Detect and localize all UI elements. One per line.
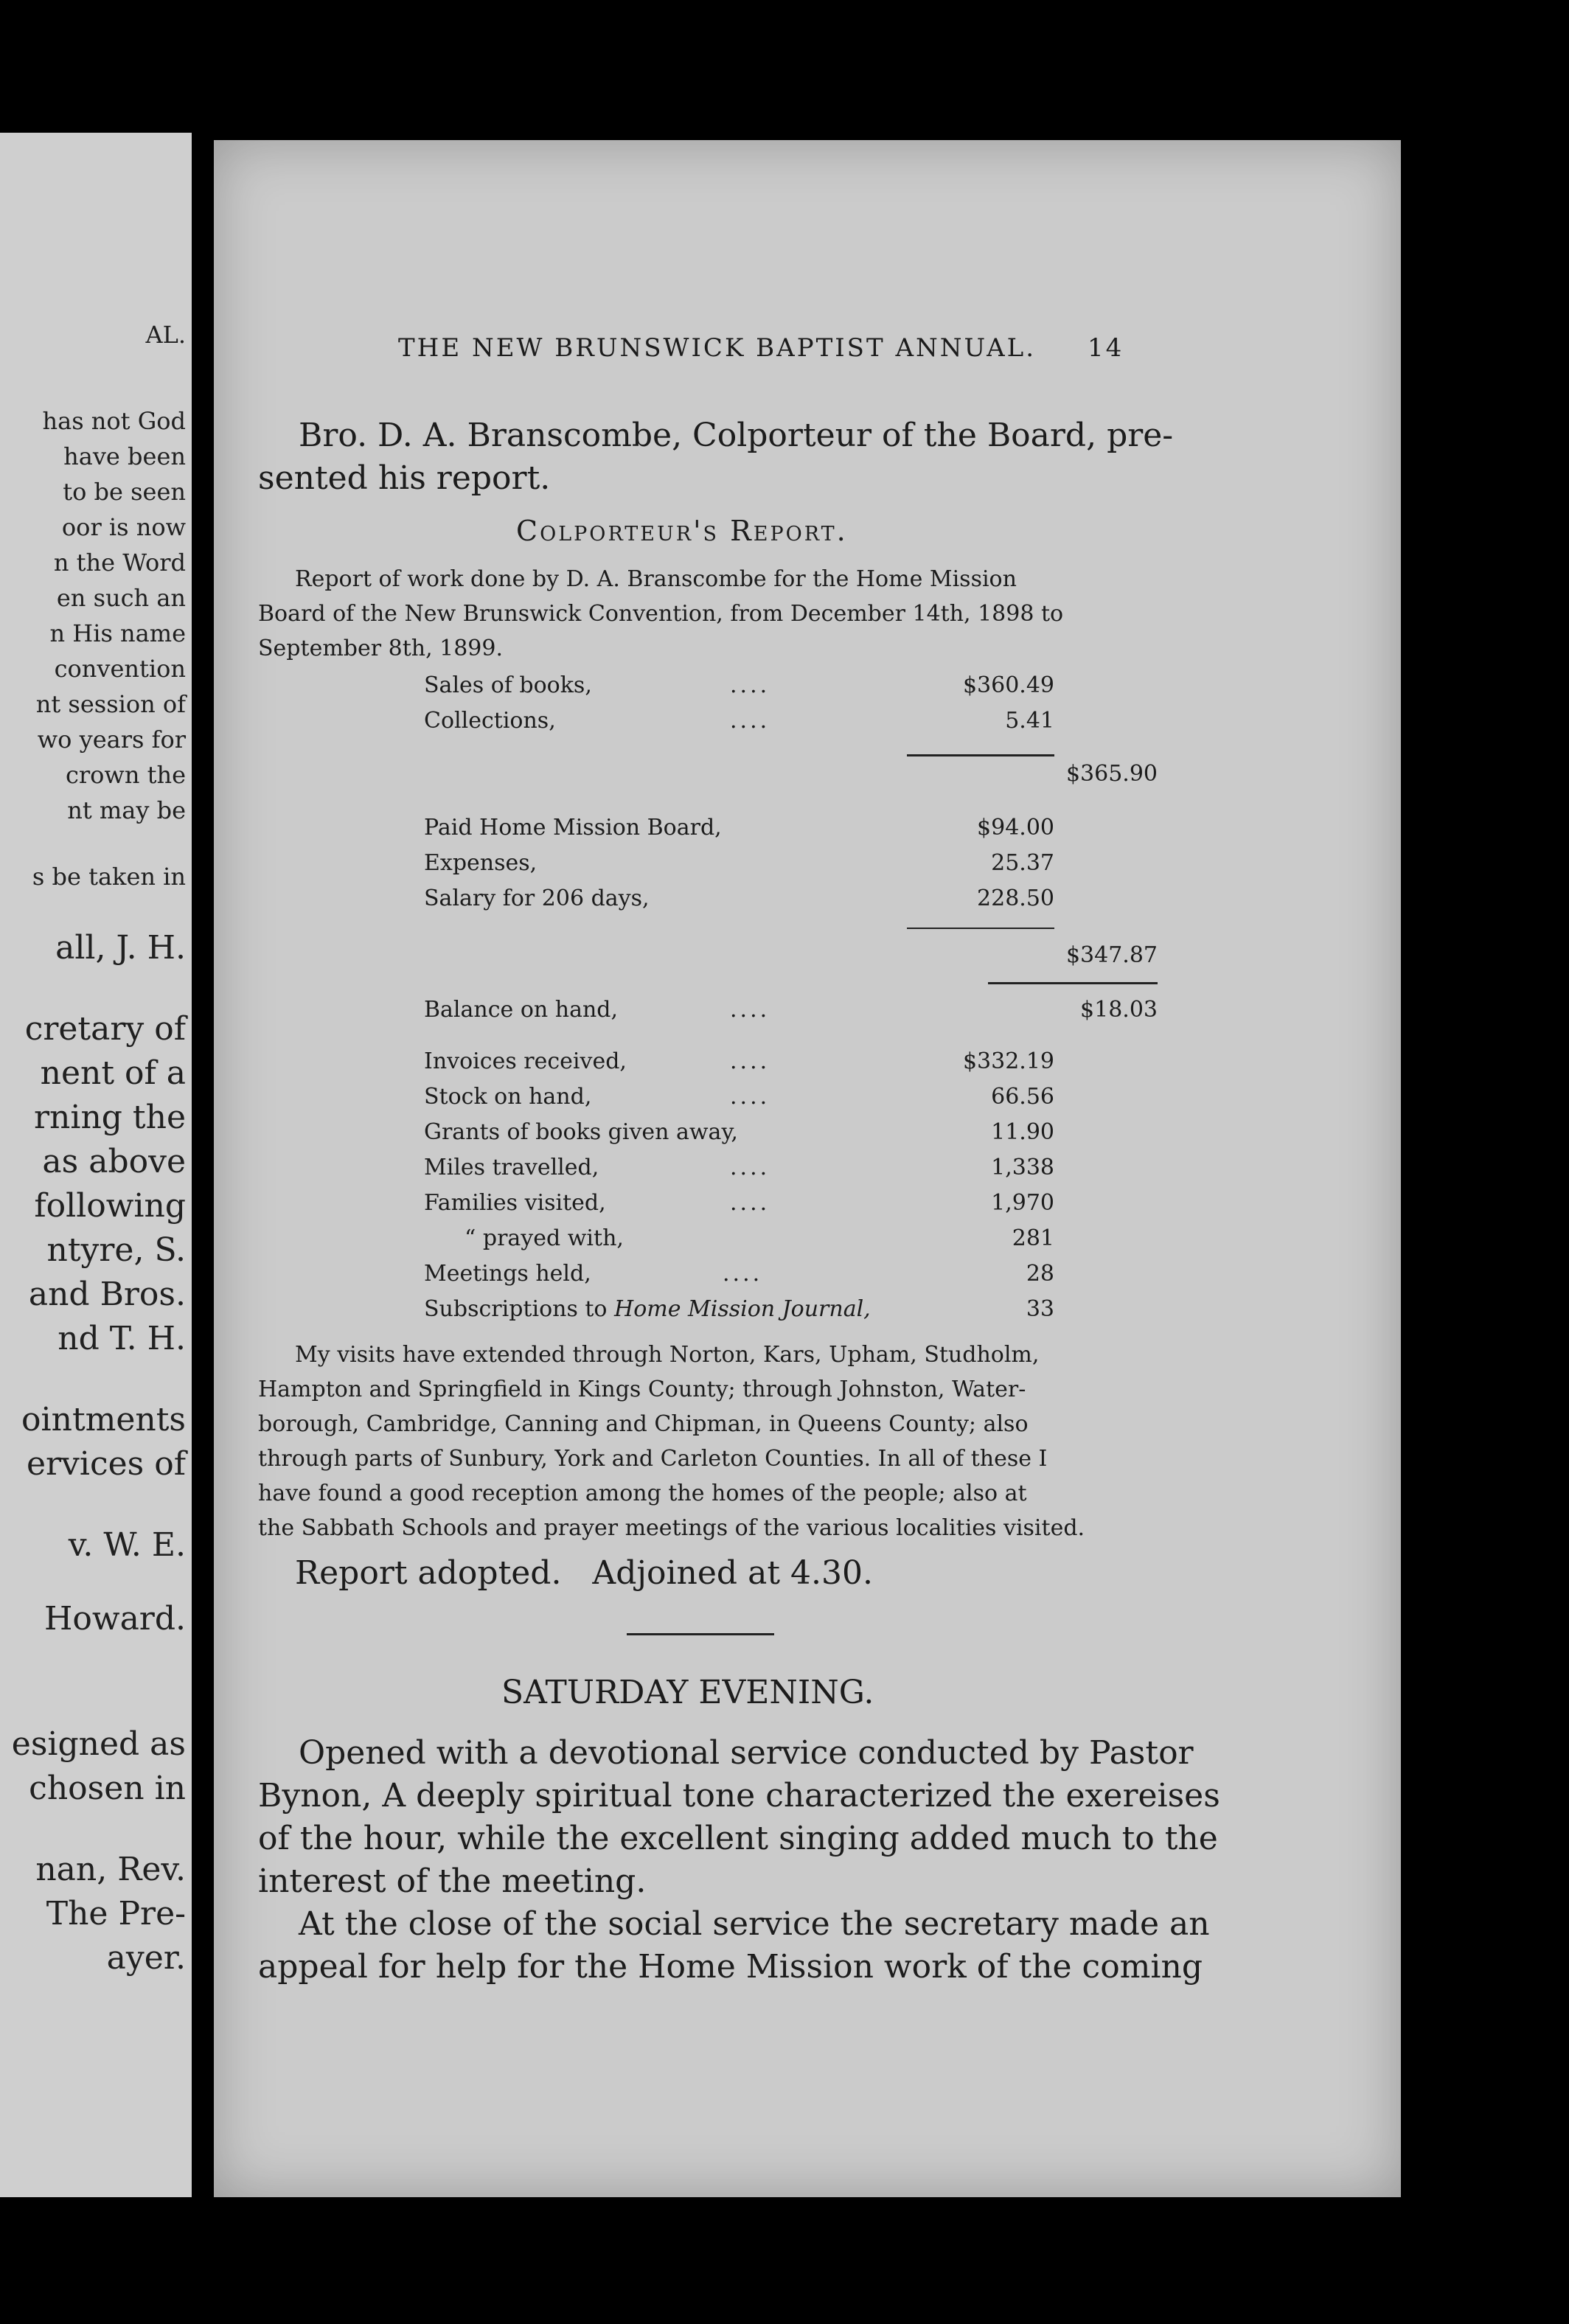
stat-label: Stock on hand, — [424, 1084, 592, 1110]
running-header: THE NEW BRUNSWICK BAPTIST ANNUAL. — [398, 333, 1037, 363]
stat-label: Grants of books given away, — [424, 1119, 738, 1145]
stat-label — [424, 1296, 871, 1322]
left-line: nt session of — [35, 690, 186, 718]
left-line: en such an — [56, 584, 186, 612]
left-line: have been — [63, 442, 186, 470]
balance-amount: $18.03 — [1080, 997, 1158, 1023]
visits-line: My visits have extended through Norton, Kars, Upham, Studholm, — [295, 1342, 1040, 1368]
evening-line: Bynon, A deeply spiritual tone characterized the exereises — [258, 1777, 1220, 1815]
leader-dots: .... — [723, 1261, 763, 1287]
left-line: has not God — [42, 407, 186, 435]
ledger-label: Collections, — [424, 708, 556, 734]
evening-line: interest of the meeting. — [258, 1862, 647, 1900]
intro-line: Bro. D. A. Branscombe, Colporteur of the Board, pre- — [299, 417, 1174, 454]
document-page — [214, 140, 1401, 2197]
left-line: crown the — [65, 761, 186, 789]
stat-value: 1,338 — [991, 1155, 1054, 1180]
evening-line: appeal for help for the Home Mission work of the coming — [258, 1948, 1203, 1986]
report-title: Colporteur's Report. — [516, 515, 848, 547]
left-line: following — [34, 1187, 186, 1225]
stat-label: Families visited, — [424, 1190, 606, 1216]
leader-dots: .... — [730, 1084, 770, 1110]
left-line: nd T. H. — [58, 1320, 186, 1357]
intro-line: sented his report. — [258, 459, 551, 497]
stat-value: 28 — [1026, 1261, 1054, 1287]
leader-dots: .... — [730, 708, 770, 734]
left-line: nt may be — [67, 796, 186, 824]
ledger-label: Balance on hand, — [424, 997, 619, 1023]
visits-line: the Sabbath Schools and prayer meetings of the various localities visited. — [258, 1515, 1085, 1541]
visits-line: Hampton and Springfield in Kings County; through Johnston, Water- — [258, 1377, 1026, 1402]
left-line: Howard. — [44, 1600, 186, 1638]
sum-rule — [988, 982, 1158, 984]
left-line: nent of a — [40, 1054, 186, 1092]
stat-label: “ prayed with, — [465, 1225, 624, 1251]
report-adopted: Report adopted. Adjoined at 4.30. — [295, 1554, 873, 1592]
stat-label: Invoices received, — [424, 1048, 627, 1074]
left-line: convention — [54, 655, 186, 683]
ledger-amount: 5.41 — [1005, 708, 1054, 734]
left-line: rning the — [34, 1099, 186, 1136]
leader-dots: .... — [730, 1190, 770, 1216]
payments-total: $347.87 — [1065, 942, 1158, 968]
left-line: AL. — [145, 321, 186, 349]
left-line: ayer. — [106, 1939, 186, 1977]
section-heading: SATURDAY EVENING. — [501, 1674, 874, 1711]
ledger-label: Paid Home Mission Board, — [424, 815, 722, 841]
left-line: nan, Rev. — [35, 1851, 186, 1888]
section-divider — [627, 1633, 774, 1635]
ledger-amount: 228.50 — [977, 886, 1054, 911]
stat-value: 66.56 — [991, 1084, 1054, 1110]
sum-rule — [907, 928, 1054, 929]
report-intro-line: September 8th, 1899. — [258, 636, 504, 661]
left-line: to be seen — [63, 478, 186, 506]
left-line: wo years for — [37, 726, 186, 754]
left-line: as above — [42, 1143, 186, 1180]
left-line: all, J. H. — [55, 929, 186, 967]
stat-label: Miles travelled, — [424, 1155, 599, 1180]
ledger-label: Salary for 206 days, — [424, 886, 650, 911]
left-line: cretary of — [24, 1010, 186, 1048]
stat-value: 1,970 — [991, 1190, 1054, 1216]
stat-label: Meetings held, — [424, 1261, 591, 1287]
left-line: chosen in — [29, 1770, 186, 1807]
page-number: 14 — [1088, 333, 1124, 363]
left-line: The Pre- — [46, 1895, 186, 1932]
stat-value: 33 — [1026, 1296, 1054, 1322]
sum-rule — [907, 754, 1054, 756]
subscriptions-label: Subscriptions to — [424, 1296, 608, 1322]
ledger-label: Expenses, — [424, 850, 538, 876]
left-line: esigned as — [11, 1725, 186, 1763]
visits-line: have found a good reception among the homes of the people; also at — [258, 1481, 1027, 1506]
leader-dots: .... — [730, 997, 770, 1023]
left-line: ntyre, S. — [46, 1231, 186, 1269]
ledger-amount: 25.37 — [991, 850, 1054, 876]
leader-dots: .... — [730, 672, 770, 698]
journal-title: Home Mission Journal, — [614, 1296, 871, 1322]
ledger-amount: $94.00 — [977, 815, 1054, 841]
left-line: s be taken in — [32, 863, 186, 891]
receipts-total: $365.90 — [1065, 761, 1158, 787]
report-intro-line: Report of work done by D. A. Branscombe for the Home Mission — [295, 566, 1017, 592]
left-line: n the Word — [53, 549, 186, 577]
leader-dots: .... — [730, 1155, 770, 1180]
stat-value: 11.90 — [991, 1119, 1054, 1145]
left-facing-page — [0, 133, 192, 2197]
ledger-amount: $360.49 — [962, 672, 1054, 698]
report-intro-line: Board of the New Brunswick Convention, from December 14th, 1898 to — [258, 601, 1064, 627]
left-line: v. W. E. — [68, 1526, 186, 1564]
stat-value: 281 — [1012, 1225, 1054, 1251]
left-line: and Bros. — [28, 1276, 186, 1313]
leader-dots: .... — [730, 1048, 770, 1074]
visits-line: borough, Cambridge, Canning and Chipman, in Queens County; also — [258, 1411, 1029, 1437]
stat-value: $332.19 — [962, 1048, 1054, 1074]
left-line: n His name — [49, 619, 186, 647]
left-line: ervices of — [26, 1445, 186, 1483]
evening-line: Opened with a devotional service conducted by Pastor — [299, 1734, 1194, 1772]
left-line: oor is now — [61, 513, 186, 541]
left-line: ointments — [21, 1401, 186, 1438]
evening-line: of the hour, while the excellent singing added much to the — [258, 1820, 1218, 1857]
visits-line: through parts of Sunbury, York and Carleton Counties. In all of these I — [258, 1446, 1048, 1472]
evening-line: At the close of the social service the secretary made an — [299, 1905, 1210, 1943]
ledger-label: Sales of books, — [424, 672, 592, 698]
